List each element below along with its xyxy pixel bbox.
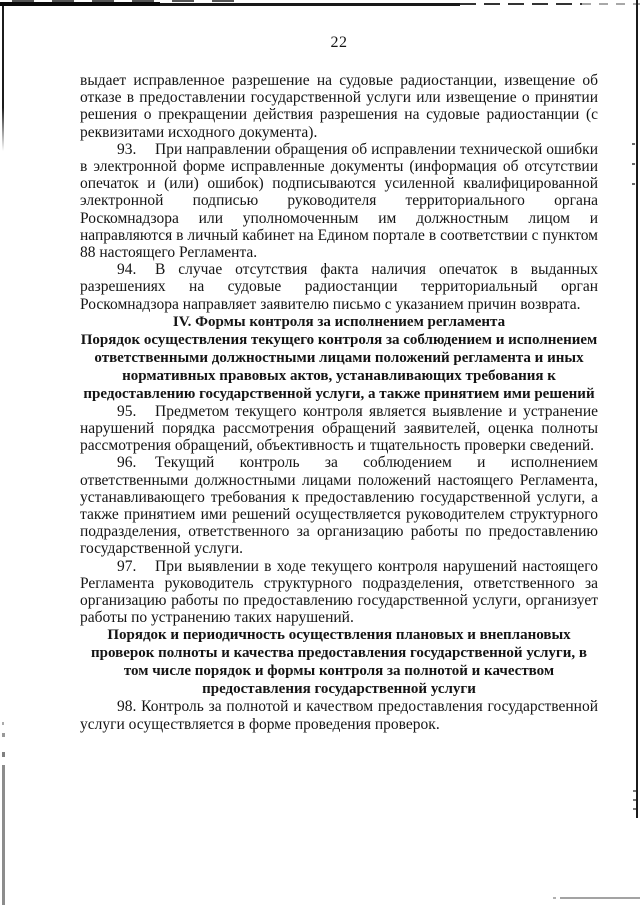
scan-artifact-left-edge [2, 765, 5, 905]
scan-artifact-top-specks [12, 0, 242, 2]
paragraph-97 [80, 558, 598, 627]
paragraph-number: 97. [117, 557, 137, 575]
scan-artifact-speck [633, 790, 636, 792]
scan-artifact-speck [2, 722, 4, 725]
paragraph-98: 98. Контроль за полнотой и качеством предоставления государственной услуги осуществляется в форме проведения проверок. [80, 698, 598, 733]
scan-artifact-top-edge [160, 3, 460, 6]
subheading-current-control: Порядок осуществления текущего контроля за соблюдением и исполнением ответственными должностными лицами положений регламента и иных нормативных правовых актов, устанавливающих требования к предоставлению государственной услуги, а также принятием ими решений [80, 331, 598, 402]
paragraph-continuation: выдает исправленное разрешение на судовые радиостанции, извещение об отказе в предоставлении государственной услуги или извещение о принятии решения о прекращении действия разрешения на судовые радиостанции (с реквизитами исходного документа). [80, 72, 598, 141]
paragraph-number: 96. [117, 454, 137, 472]
paragraph-text: В случае отсутствия факта наличия опечаток в выданных разрешениях на судовые радиостанции территориальный орган Роскомнадзора направляет заявителю письмо с указанием причин возврата. [80, 261, 598, 313]
paragraph-96 [80, 454, 598, 557]
paragraph-text: При выявлении в ходе текущего контроля нарушений настоящего Регламента руководитель структурного подразделения, ответственного за организацию работы по предоставлению государственной услуги, организует работы по устранению таких нарушений. [80, 557, 598, 627]
scan-artifact-speck [633, 808, 636, 810]
section-heading-iv: IV. Формы контроля за исполнением регламента [172, 313, 506, 330]
scan-artifact-left-edge [2, 6, 4, 151]
paragraph-94 [80, 261, 598, 313]
paragraph-number: 94. [117, 261, 137, 279]
scan-artifact-speck [632, 183, 635, 185]
subheading-inspections: Порядок и периодичность осуществления плановых и внеплановых проверок полноты и качества предоставления государственной услуги, в том числе порядок и формы контроля за полнотой и качеством предоставления государственной услуги [90, 627, 587, 698]
scan-artifact-speck [553, 897, 556, 899]
scan-artifact-bottom-edge [560, 897, 640, 899]
scan-artifact-top-edge-dashes [460, 3, 582, 5]
scan-artifact-top-edge [0, 2, 160, 6]
paragraph-95 [80, 403, 598, 455]
scan-artifact-speck [2, 752, 5, 757]
paragraph-93 [80, 141, 598, 261]
paragraph-number: 95. [117, 402, 137, 420]
scan-artifact-speck [632, 163, 635, 165]
paragraph-text: Текущий контроль за соблюдением и исполнением ответственными должностными лицами положений настоящего Регламента, устанавливающего требования к предоставлению государственной услуги, а также принятием ими решений осуществляется руководителем структурного подразделения, ответственного за организацию работы по предоставлению государственной услуги. [80, 454, 598, 558]
paragraph-text: Предметом текущего контроля является выявление и устранение нарушений порядка рассмотрения обращений заявителей, оценка полноты рассмотрения обращений, объективность и тщательность проверки сведений. [80, 402, 598, 455]
paragraph-text: При направлении обращения об исправлении технической ошибки в электронной форме исправленные документы (информация об отсутствии опечаток и (или) ошибок) подписываются усиленной квалифицированной электронной подписью руководителя территориального органа Роскомнадзора или уполномоченным им должностным лицом и направляются в личный кабинет на Едином портале в соответствии с пунктом 88 настоящего Регламента. [80, 140, 598, 262]
scan-artifact-top-edge-dashes [582, 3, 640, 5]
paragraph-number: 93. [117, 140, 137, 158]
page-number: 22 [330, 34, 348, 51]
scan-artifact-right-edge [636, 0, 638, 818]
scan-artifact-speck [633, 799, 636, 801]
scan-artifact-speck [632, 143, 635, 145]
scan-artifact-speck [2, 733, 5, 737]
document-body [80, 72, 598, 733]
